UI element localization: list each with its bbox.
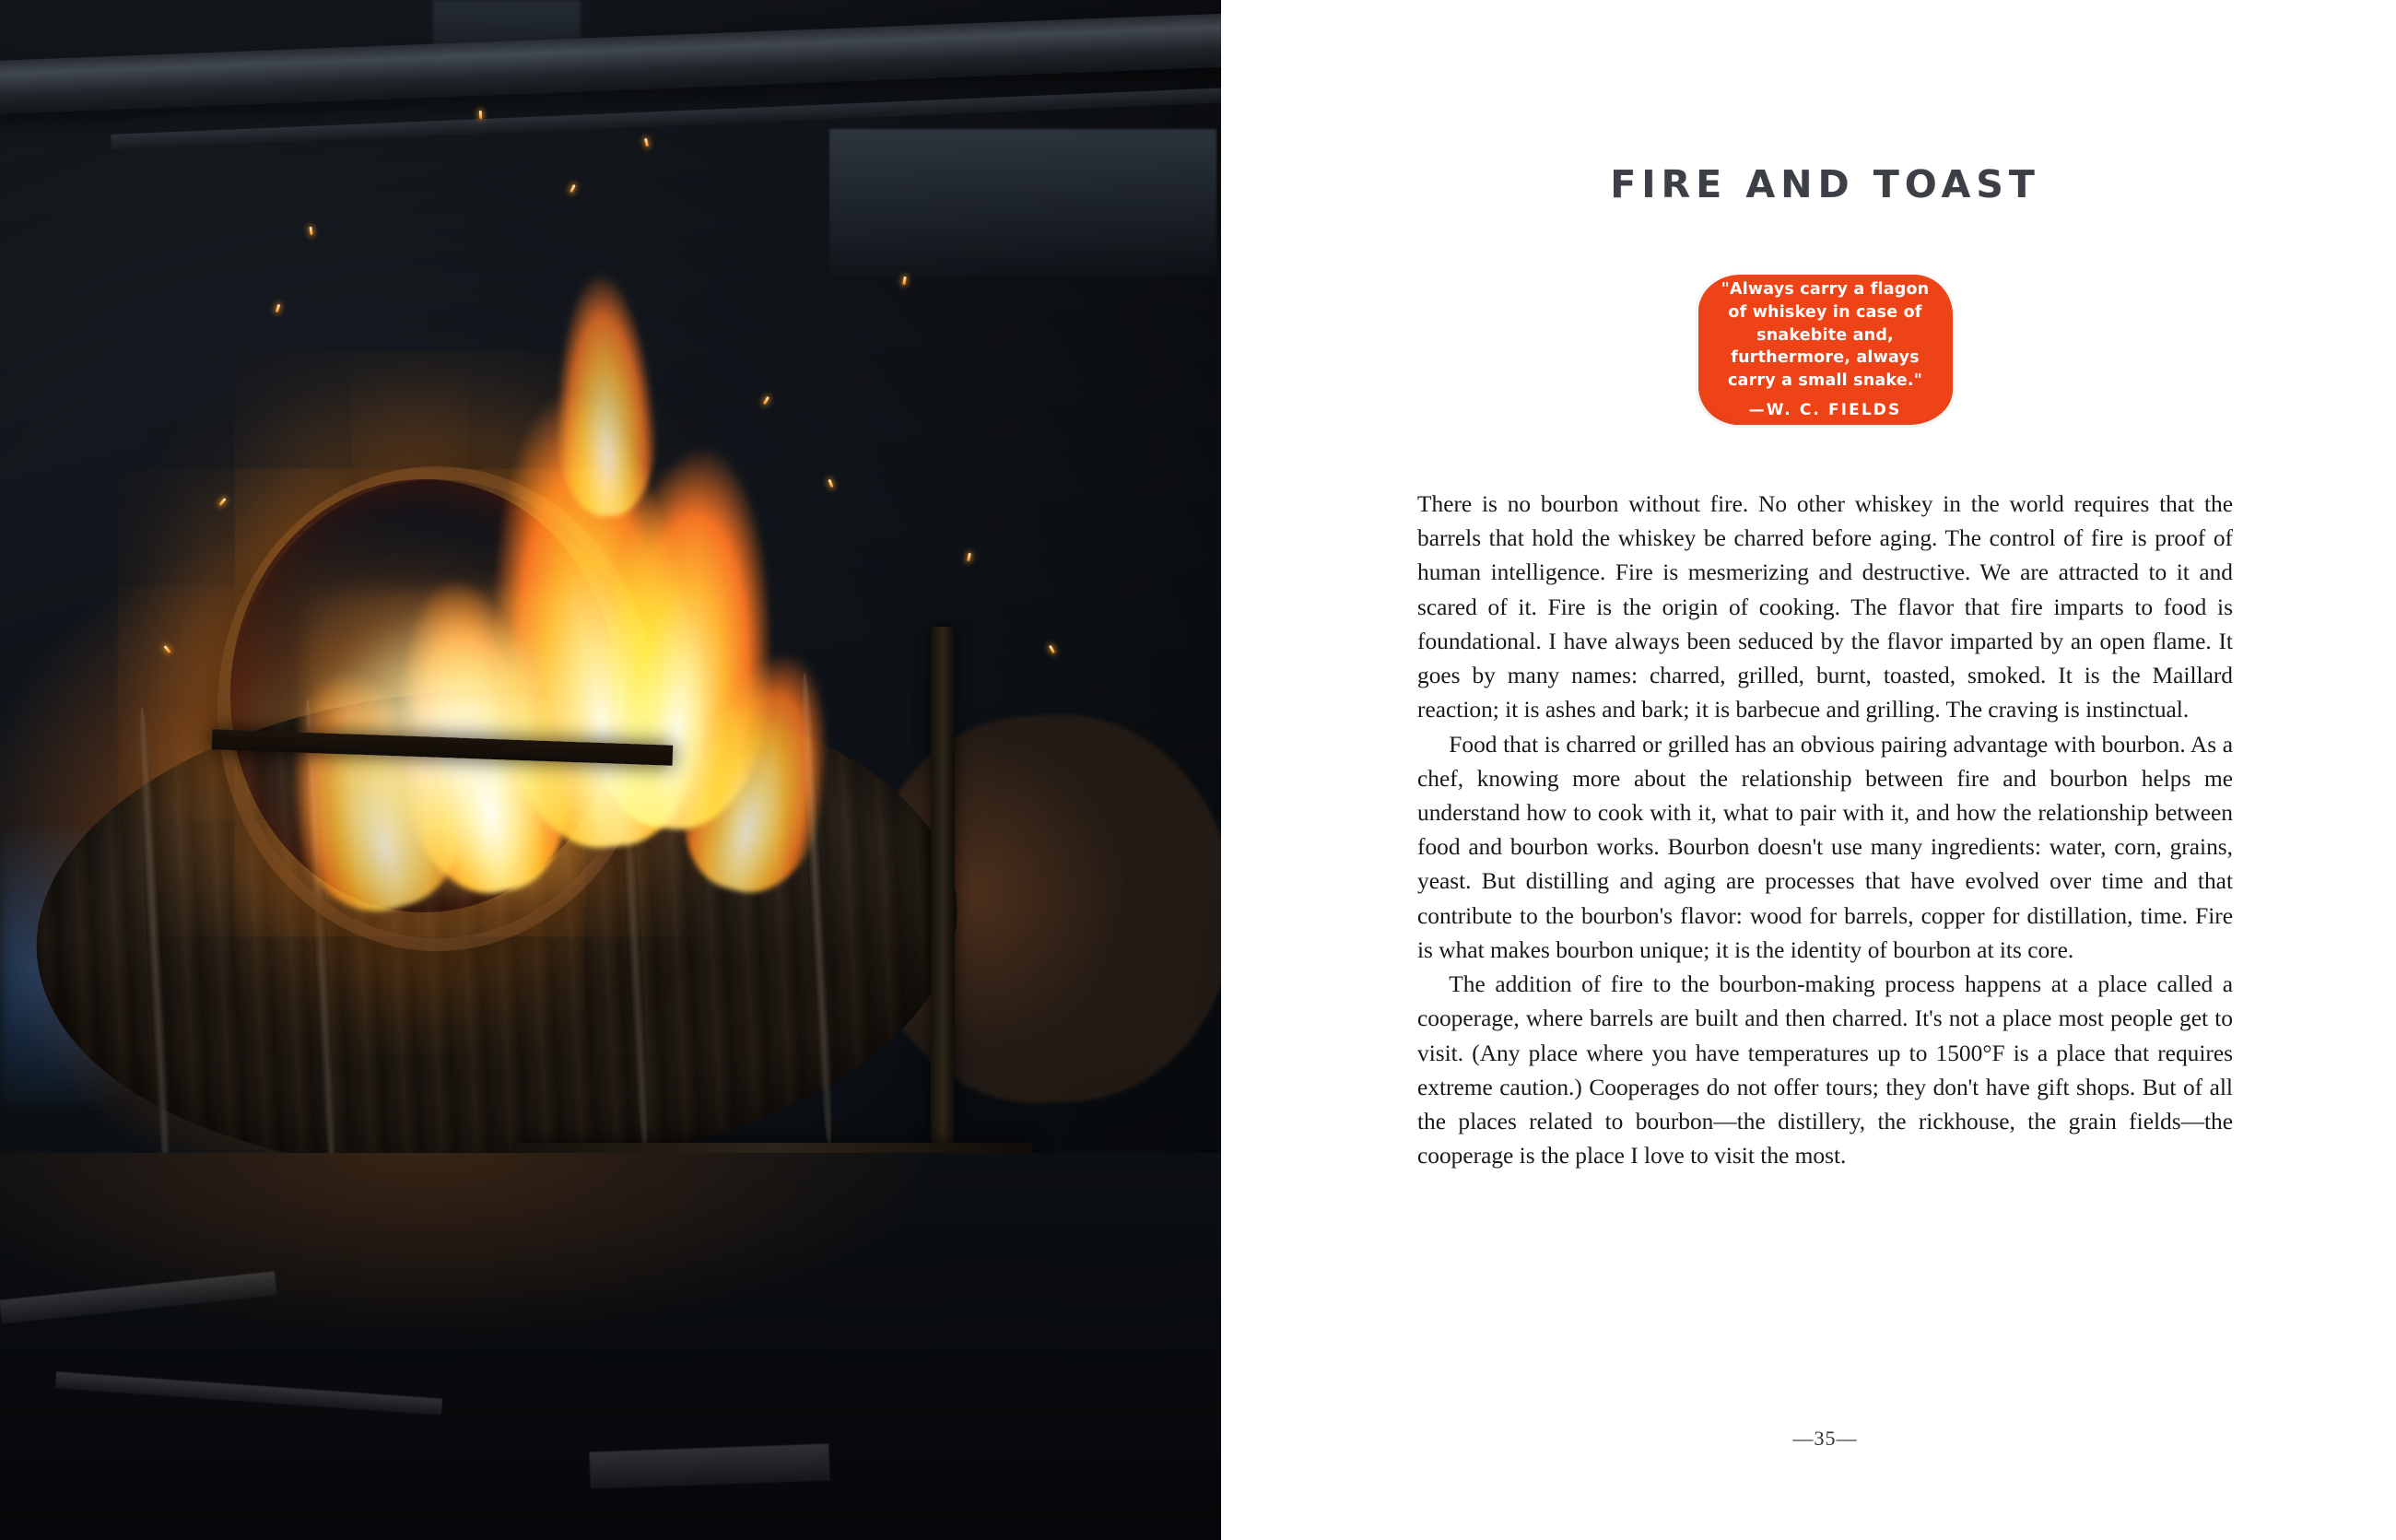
page-number: —35— (1792, 1427, 1858, 1450)
photo-spark (479, 111, 483, 119)
paragraph: There is no bourbon without fire. No other whiskey in the world requires that the barrels that hold the whiskey be charred before aging. The control of fire is proof of human intelligence. Fire is mesmerizing and destructive. We are attracted to it and scared of it. Fire is the origin of cooking. The flavor that fire imparts to food is foundational. I have always been seduced by the flavor imparted by an open flame. It goes by many names: charred, grilled, burnt, toasted, smoked. It is the Maillard reaction; it is ashes and bark; it is barbecue and grilling. The craving is instinctual. (1417, 491, 2233, 723)
photo-background-catwalk (829, 129, 1216, 276)
chapter-text-page (1221, 0, 2396, 1540)
body-text (1417, 488, 2233, 1173)
pull-quote-badge (1698, 275, 1953, 425)
pull-quote-text-block (1698, 278, 1953, 421)
paragraph: Food that is charred or grilled has an obvious pairing advantage with bourbon. As a chef, knowing more about the relationship between fire and bourbon helps me understand how to cook with it, what to pair with it, and how the relationship between food and bourbon works. Bourbon doesn't use many ingredients: water, corn, grains, yeast. But distilling and aging are processes that have evolved over time and that contribute to the bourbon's flavor: wood for barrels, copper for distillation, time. Fire is what makes bourbon unique; it is the identity of bourbon at its core. (1417, 731, 2233, 963)
page-title: FIRE AND TOAST (1610, 162, 2040, 206)
pull-quote-attribution: —W. C. FIELDS (1748, 401, 1902, 420)
text-column (1417, 0, 2233, 1540)
paragraph: The addition of fire to the bourbon-making process happens at a place called a cooperage, where barrels are built and then charred. It's not a place most people get to visit. (Any place where you have temperatures up to 1500°F is a place that requires extreme caution.) Cooperages do not offer tours; they don't have gift shops. But of all the places related to bourbon—the distillery, the rickhouse, the grain fields—the cooperage is the place I love to visit the most. (1417, 971, 2233, 1170)
pull-quote-text: "Always carry a flagon of whiskey in case of snakebite and, furthermore, always carry a small snake." (1721, 279, 1930, 391)
